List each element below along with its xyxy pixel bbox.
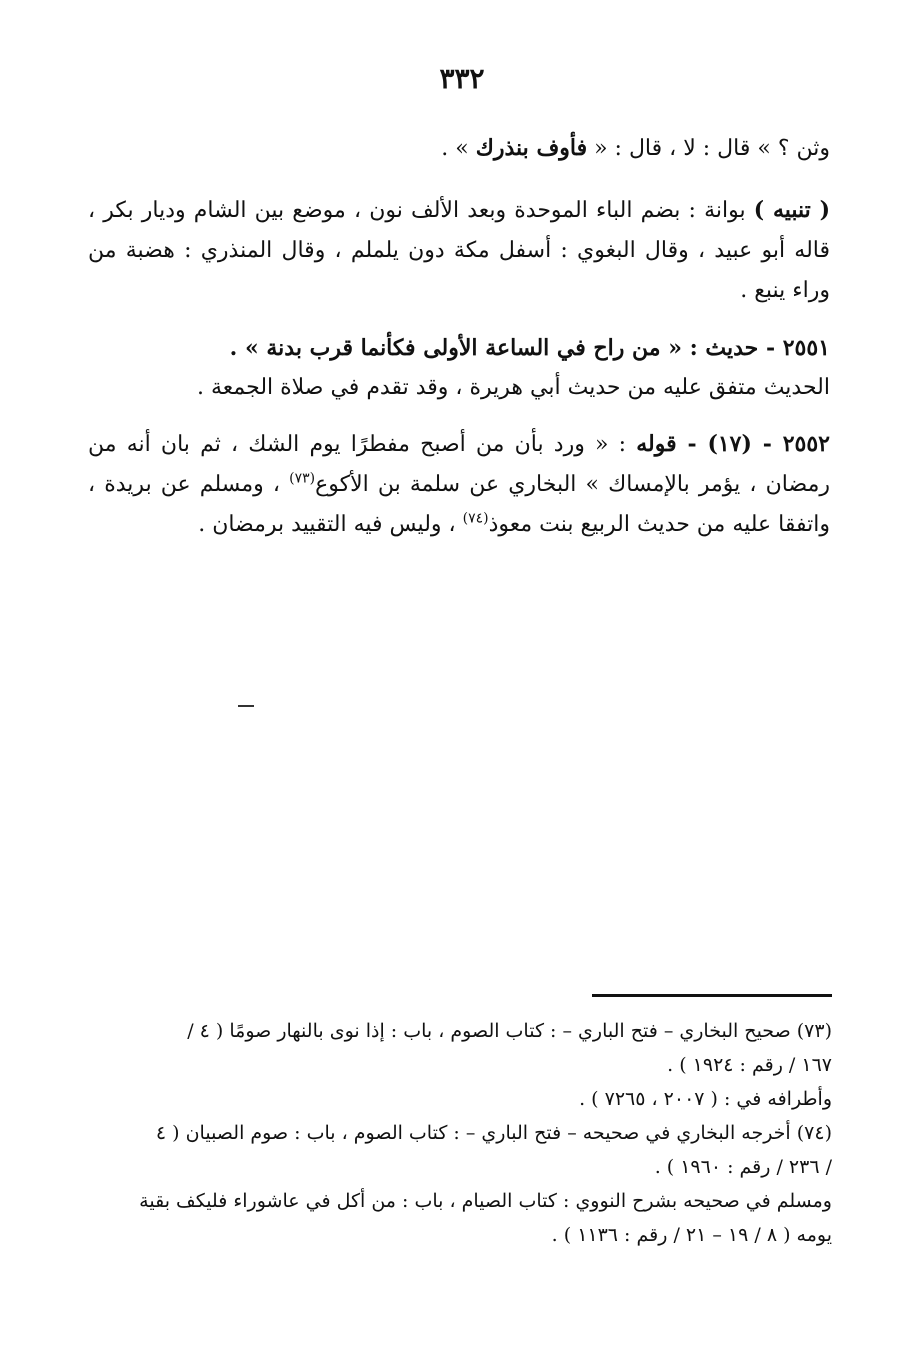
footnote-ref-73: (٧٣) <box>289 470 316 487</box>
footnote-73-line-1: (٧٣) صحيح البخاري – فتح الباري – : كتاب الصوم ، باب : إذا نوى بالنهار صومًا ( ٤ / <box>187 1020 832 1042</box>
note-text: بوانة : بضم الباء الموحدة وبعد الألف نون ، موضع بين الشام وديار بكر ، قاله أبو عبيد ، وقال البغوي : أسفل مكة دون يلملم ، وقال المنذري : هضبة من وراء ينبع . <box>88 198 830 303</box>
hadith-2552-text-c: ، وليس فيه التقييد برمضان . <box>198 512 463 537</box>
p1-start: وثن ؟ » قال : لا ، قال : « <box>587 136 830 161</box>
footnote-73-line-2: ١٦٧ / رقم : ١٩٢٤ ) . <box>667 1054 832 1076</box>
hadith-2552-text-b: ، ومسلم عن بريدة ، واتفقا عليه من حديث الربيع بنت معوذ <box>88 472 830 537</box>
paragraph-note <box>88 190 830 311</box>
footnote-74-line-4: يومه ( ٨ / ١٩ – ٢١ / رقم : ١١٣٦ ) . <box>551 1224 832 1246</box>
footnotes-section <box>87 1014 832 1252</box>
p1-bold-quote: فأوف بنذرك <box>475 135 588 161</box>
paragraph-hadith-2552 <box>88 424 830 545</box>
hadith-2551-heading: ٢٥٥١ - حديث : « من راح في الساعة الأولى فكأنما قرب بدنة » . <box>229 335 830 361</box>
p1-end: » . <box>441 136 476 161</box>
hadith-2552-heading: ٢٥٥٢ - (١٧) - قوله <box>636 431 830 457</box>
footnote-73-line-3: وأطرافه في : ( ٢٠٠٧ ، ٧٢٦٥ ) . <box>579 1088 832 1110</box>
hadith-2552-text-a: : « ورد بأن من أصبح مفطرًا يوم الشك ، ثم بان أنه من رمضان ، يؤمر بالإمساك » البخاري عن سلمة بن الأكوع <box>88 432 830 497</box>
footnote-74-line-2: / ٢٣٦ / رقم : ١٩٦٠ ) . <box>654 1156 832 1178</box>
paragraph-continuation <box>88 128 830 169</box>
footnote-74-line-1: (٧٤) أخرجه البخاري في صحيحه – فتح الباري – : كتاب الصوم ، باب : صوم الصبيان ( ٤ <box>155 1122 832 1144</box>
stray-mark <box>238 705 254 707</box>
hadith-2551-text: الحديث متفق عليه من حديث أبي هريرة ، وقد تقدم في صلاة الجمعة . <box>197 375 830 400</box>
page-number: ٣٣٢ <box>439 62 485 95</box>
footnote-74-line-3: ومسلم في صحيحه بشرح النووي : كتاب الصيام ، باب : من أكل في عاشوراء فليكف بقية <box>139 1190 832 1212</box>
footnote-divider <box>592 994 832 997</box>
paragraph-hadith-2551 <box>88 328 830 408</box>
footnote-ref-74: (٧٤) <box>462 510 489 527</box>
note-label: ( تنبيه ) <box>753 197 830 223</box>
